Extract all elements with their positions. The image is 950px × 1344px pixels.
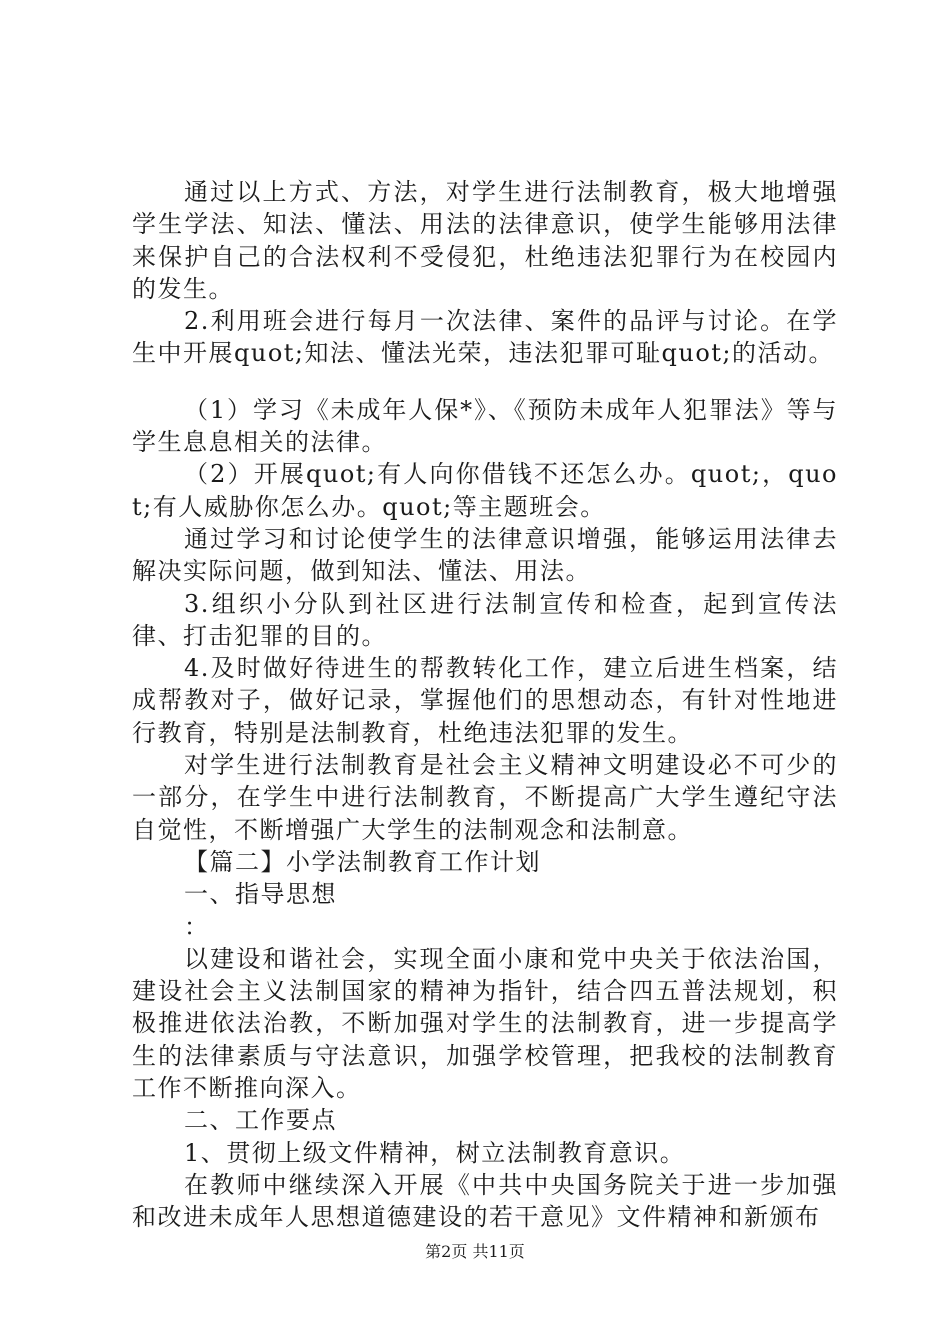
paragraph-3: （1）学习《未成年人保*》、《预防未成年人犯罪法》等与学生息息相关的法律。: [132, 395, 838, 457]
paragraph-2: 2.利用班会进行每月一次法律、案件的品评与讨论。在学生中开展quot;知法、懂法光荣，违法犯罪可耻quot;的活动。: [132, 307, 838, 368]
paragraph-8: 对学生进行法制教育是社会主义精神文明建设必不可少的一部分，在学生中进行法制教育，不断提高广大学生遵纪守法自觉性，不断增强广大学生的法制观念和法制意。: [132, 751, 838, 844]
subheading-work-points: 二、工作要点: [184, 1106, 337, 1135]
document-body: [132, 176, 838, 1234]
subheading-guiding-ideology: 一、指导思想: [184, 880, 337, 909]
page-footer: 第2页 共11页: [425, 1242, 525, 1261]
section-heading: 【篇二】小学法制教育工作计划: [184, 847, 541, 876]
colon-line: ：: [184, 912, 210, 941]
paragraph-guiding-ideology: 以建设和谐社会，实现全面小康和党中央关于依法治国，建设社会主义法制国家的精神为指针，结合四五普法规划，积极推进依法治教，不断加强对学生的法制教育，进一步提高学生的法律素质与守法意识，加强学校管理，把我校的法制教育工作不断推向深入。: [132, 944, 838, 1103]
paragraph-point-1: 1、贯彻上级文件精神，树立法制教育意识。: [184, 1138, 686, 1167]
paragraph-6: 3.组织小分队到社区进行法制宣传和检查，起到宣传法律、打击犯罪的目的。: [132, 589, 838, 650]
paragraph-1: 通过以上方式、方法，对学生进行法制教育，极大地增强学生学法、知法、懂法、用法的法律意识，使学生能够用法律来保护自己的合法权利不受侵犯，杜绝违法犯罪行为在校园内的发生。: [132, 178, 838, 303]
paragraph-4: （2）开展quot;有人向你借钱不还怎么办。quot;，quot;有人威胁你怎么办。quot;等主题班会。: [132, 460, 838, 521]
paragraph-7: 4.及时做好待进生的帮教转化工作，建立后进生档案，结成帮教对子，做好记录，掌握他们的思想动态，有针对性地进行教育，特别是法制教育，杜绝违法犯罪的发生。: [132, 654, 838, 747]
paragraph-5: 通过学习和讨论使学生的法律意识增强，能够运用法律去解决实际问题，做到知法、懂法、用法。: [132, 524, 838, 586]
paragraph-teachers: 在教师中继续深入开展《中共中央国务院关于进一步加强和改进未成年人思想道德建设的若干意见》文件精神和新颁布: [132, 1170, 838, 1232]
